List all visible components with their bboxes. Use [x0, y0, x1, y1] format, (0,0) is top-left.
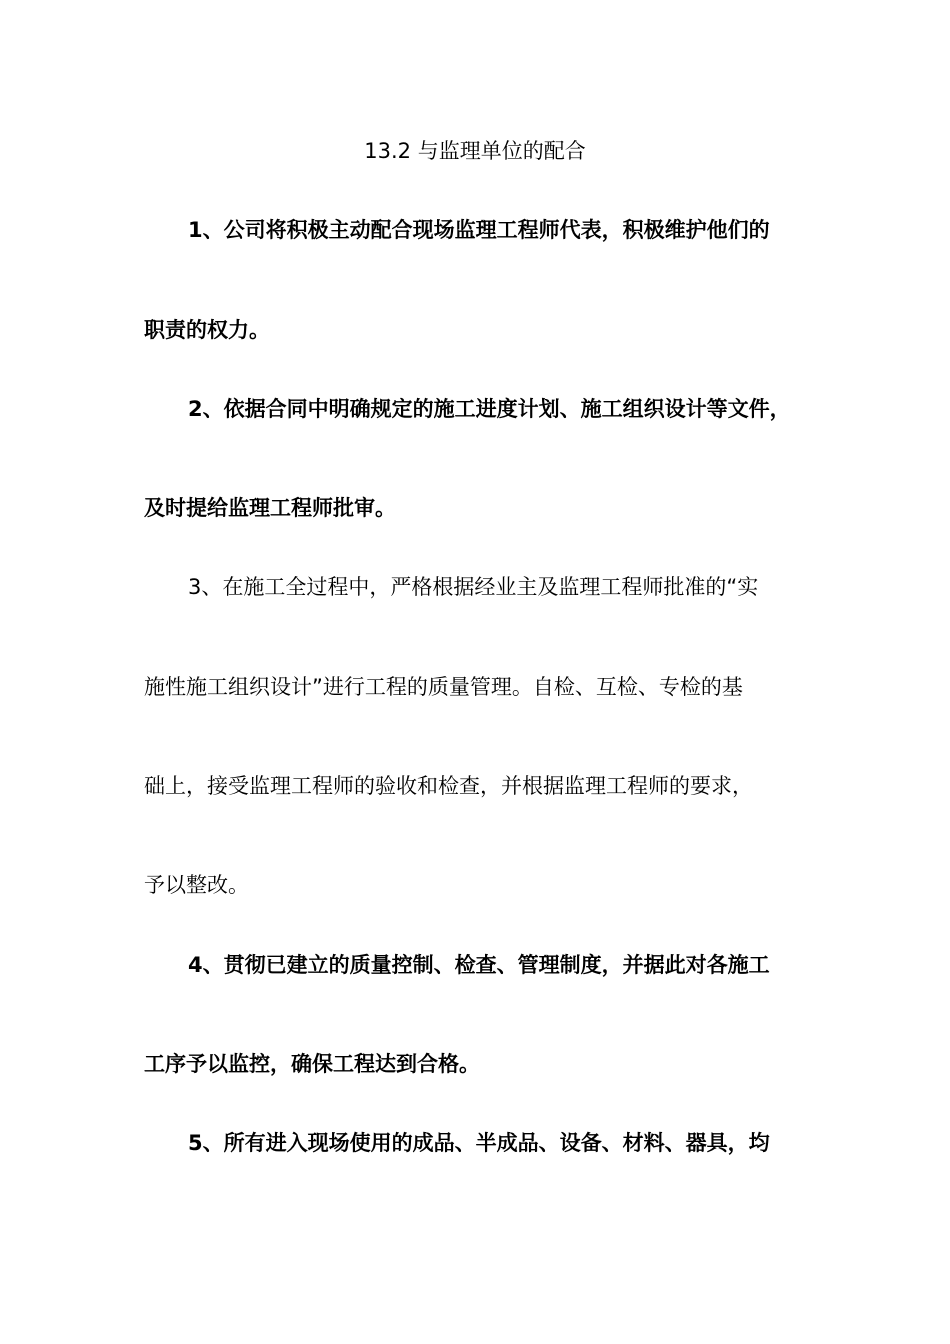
paragraph-4-line-1: 4、贯彻已建立的质量控制、检查、管理制度，并据此对各施工	[188, 953, 770, 977]
paragraph-2-line-2: 及时提给监理工程师批审。	[144, 496, 396, 520]
paragraph-1-line-2: 职责的权力。	[144, 318, 270, 342]
paragraph-3-line-2: 施性施工组织设计”进行工程的质量管理。自检、互检、专检的基	[144, 675, 743, 699]
paragraph-4-line-2: 工序予以监控，确保工程达到合格。	[144, 1052, 480, 1076]
paragraph-3-line-1: 3、在施工全过程中，严格根据经业主及监理工程师批准的“实	[188, 575, 759, 599]
section-heading: 13.2 与监理单位的配合	[364, 139, 586, 163]
paragraph-5-line-1: 5、所有进入现场使用的成品、半成品、设备、材料、器具，均	[188, 1131, 770, 1155]
paragraph-1-line-1: 1、公司将积极主动配合现场监理工程师代表，积极维护他们的	[188, 218, 770, 242]
paragraph-3-line-4: 予以整改。	[144, 873, 249, 897]
paragraph-3-line-3: 础上，接受监理工程师的验收和检查，并根据监理工程师的要求，	[144, 774, 753, 798]
paragraph-2-line-1: 2、依据合同中明确规定的施工进度计划、施工组织设计等文件，	[188, 397, 791, 421]
